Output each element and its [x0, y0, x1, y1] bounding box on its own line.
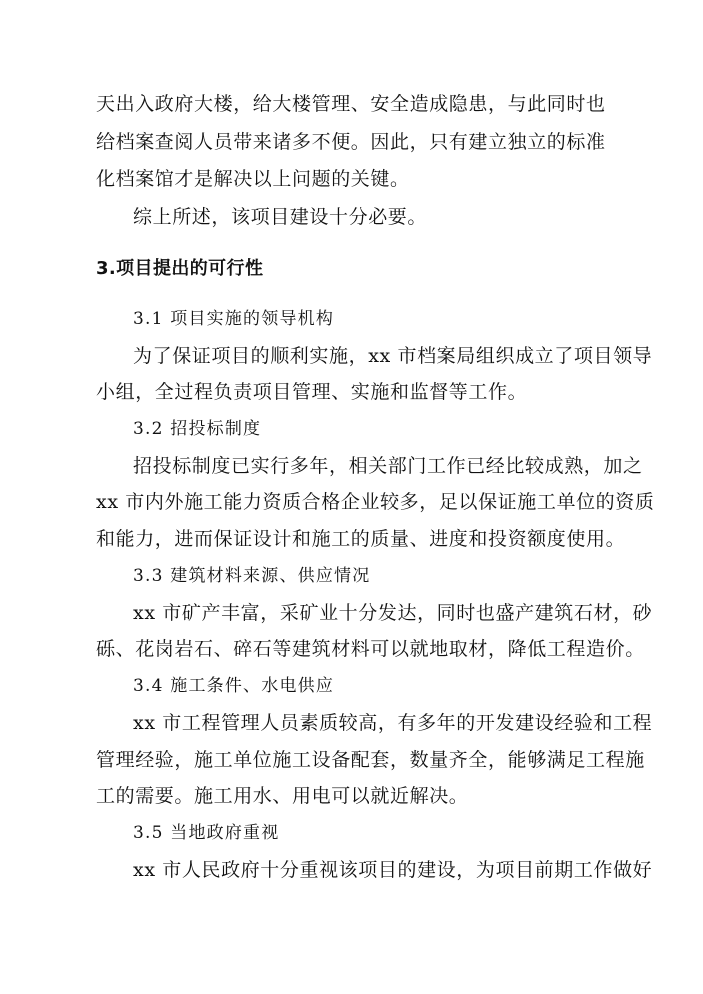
paragraph-line: 砾、花岗岩石、碎石等建筑材料可以就地取材，降低工程造价。 — [96, 638, 645, 660]
paragraph-line: xx 市矿产丰富，采矿业十分发达，同时也盛产建筑石材，砂 — [133, 602, 653, 624]
section-heading: 3.项目提出的可行性 — [96, 258, 264, 279]
subsection-title: 3.2 招投标制度 — [133, 419, 262, 439]
paragraph-line: 化档案馆才是解决以上问题的关键。 — [96, 168, 410, 190]
paragraph-line: 给档案查阅人员带来诸多不便。因此，只有建立独立的标准 — [96, 131, 606, 153]
paragraph-line: 招投标制度已实行多年，相关部门工作已经比较成熟，加之 — [133, 455, 643, 477]
subsection-title: 3.3 建筑材料来源、供应情况 — [133, 566, 371, 586]
subsection-title: 3.4 施工条件、水电供应 — [133, 676, 335, 696]
subsection-title: 3.5 当地政府重视 — [133, 823, 280, 843]
paragraph-line: 和能力，进而保证设计和施工的质量、进度和投资额度使用。 — [96, 528, 626, 550]
paragraph-line: xx 市工程管理人员素质较高，有多年的开发建设经验和工程 — [133, 712, 653, 734]
paragraph-line: 管理经验，施工单位施工设备配套，数量齐全，能够满足工程施 — [96, 749, 645, 771]
paragraph-line: 小组，全过程负责项目管理、实施和监督等工作。 — [96, 381, 528, 403]
paragraph-line: 综上所述，该项目建设十分必要。 — [133, 206, 428, 228]
paragraph-line: xx 市人民政府十分重视该项目的建设，为项目前期工作做好 — [133, 859, 653, 881]
paragraph-line: xx 市内外施工能力资质合格企业较多，足以保证施工单位的资质 — [96, 491, 655, 513]
subsection-title: 3.1 项目实施的领导机构 — [133, 309, 335, 329]
paragraph-line: 天出入政府大楼，给大楼管理、安全造成隐患，与此同时也 — [96, 93, 606, 115]
paragraph-line: 为了保证项目的顺利实施，xx 市档案局组织成立了项目领导 — [133, 345, 653, 367]
paragraph-line: 工的需要。施工用水、用电可以就近解决。 — [96, 785, 469, 807]
